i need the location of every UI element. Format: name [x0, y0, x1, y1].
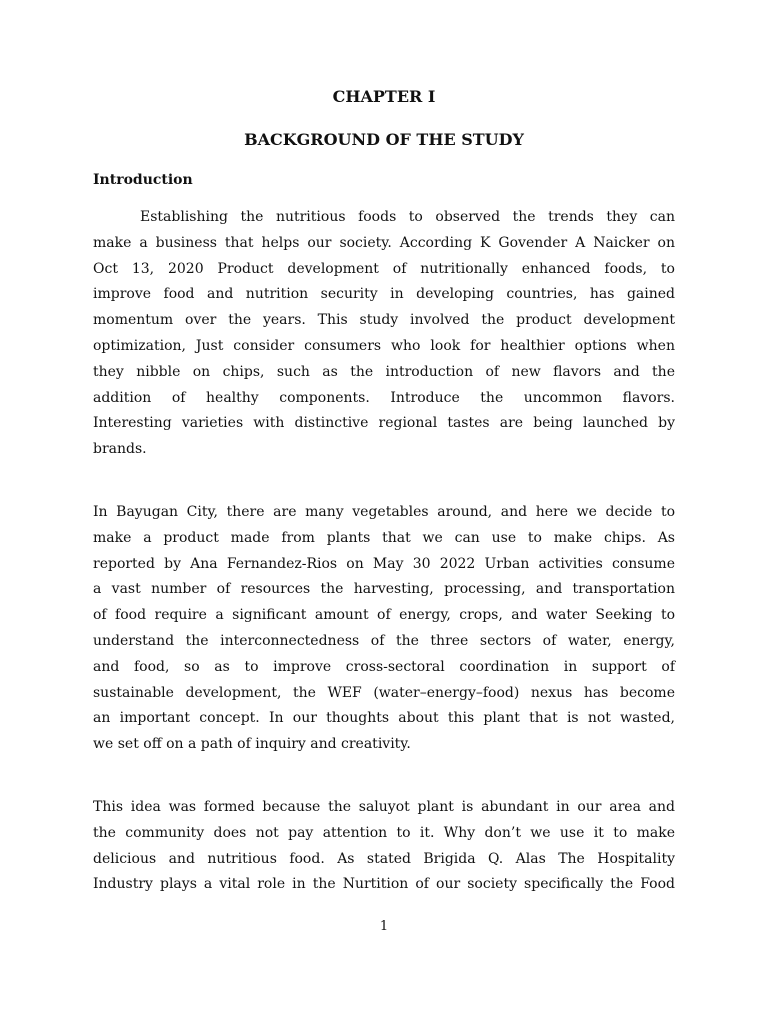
chapter-title: BACKGROUND OF THE STUDY: [244, 130, 524, 149]
section-heading: Introduction: [93, 172, 193, 188]
paragraph-line: This idea was formed because the saluyot plant is abundant in our area and: [93, 799, 675, 815]
paragraph-line: Oct 13, 2020 Product development of nutritionally enhanced foods, to: [93, 260, 675, 277]
paragraph-line: momentum over the years. This study involved the product development: [93, 312, 675, 329]
paragraph-line: an important concept. In our thoughts about this plant that is not wasted,: [93, 710, 675, 727]
paragraph-line: we set off on a path of inquiry and creativity.: [93, 736, 411, 753]
paragraph-line: delicious and nutritious food. As stated Brigida Q. Alas The Hospitality: [93, 850, 675, 867]
paragraph-line: In Bayugan City, there are many vegetables around, and here we decide to: [93, 504, 675, 520]
paragraph-line: they nibble on chips, such as the introduction of new flavors and the: [93, 363, 675, 380]
paragraph-line: Industry plays a vital role in the Nurtition of our society specifically the Food: [93, 876, 675, 893]
paragraph-line: make a business that helps our society. According K Govender A Naicker on: [93, 234, 675, 251]
paragraph-line: understand the interconnectedness of the three sectors of water, energy,: [93, 632, 675, 649]
paragraph-2: [93, 500, 675, 758]
paragraph-line: of food require a significant amount of energy, crops, and water Seeking to: [93, 607, 675, 624]
paragraph-line: Establishing the nutritious foods to observed the trends they can: [140, 209, 675, 225]
paragraph-line: make a product made from plants that we can use to make chips. As: [93, 529, 675, 546]
paragraph-line: Interesting varieties with distinctive regional tastes are being launched by: [93, 415, 675, 432]
chapter-label: CHAPTER I: [332, 87, 436, 106]
paragraph-line: optimization, Just consider consumers who look for healthier options when: [93, 337, 675, 354]
paragraph-1: [93, 205, 675, 463]
paragraph-line: brands.: [93, 441, 147, 458]
paragraph-line: improve food and nutrition security in developing countries, has gained: [93, 286, 675, 303]
paragraph-line: and food, so as to improve cross-sectoral coordination in support of: [93, 658, 675, 675]
paragraph-line: reported by Ana Fernandez-Rios on May 30 2022 Urban activities consume: [93, 555, 675, 572]
paragraph-line: a vast number of resources the harvesting, processing, and transportation: [93, 581, 675, 598]
paragraph-line: the community does not pay attention to it. Why don’t we use it to make: [93, 824, 675, 841]
paragraph-line: sustainable development, the WEF (water–energy–food) nexus has become: [93, 684, 675, 701]
paragraph-line: addition of healthy components. Introduce the uncommon flavors.: [93, 389, 675, 406]
paragraph-3: [93, 795, 675, 898]
page-number: 1: [379, 919, 389, 934]
